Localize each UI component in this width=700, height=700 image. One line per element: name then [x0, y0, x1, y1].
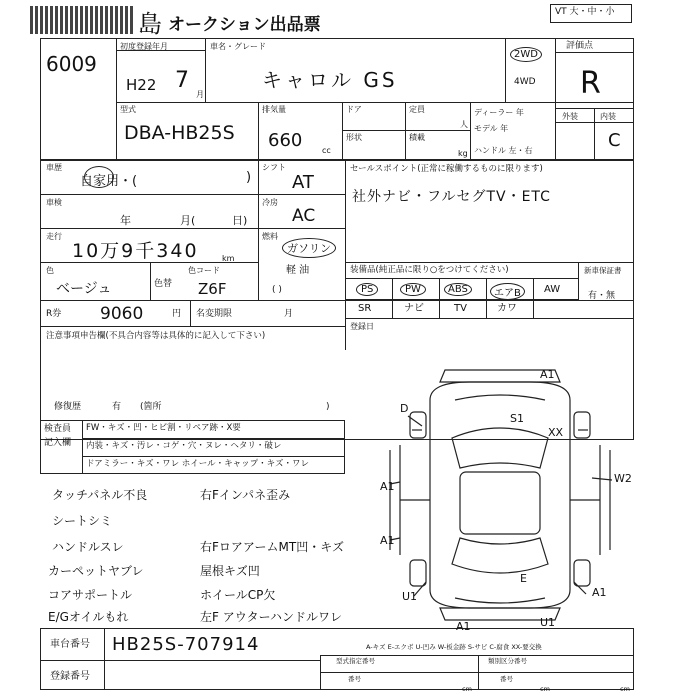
capacity-label: 定員: [409, 105, 425, 114]
mileage-label: 走行: [46, 232, 62, 241]
usage-label: 車歴: [46, 163, 62, 172]
damage-legend: A-キズ E-エクボ U-凹み W-板金跡 S-サビ C-腐食 XX-要交換: [366, 643, 542, 651]
mark-a1-right: A1: [592, 586, 607, 599]
sales-point-label: セールスポイント(正常に稼働するものに限ります): [350, 164, 543, 174]
mark-a1-left: A1: [380, 480, 395, 493]
registration-number-label: 登録番号: [50, 671, 90, 682]
model-value: DBA-HB25S: [124, 122, 235, 144]
car-name-value: キャロル GS: [262, 68, 398, 92]
note-right-4: ホイールCP欠: [200, 588, 276, 602]
footer-cm-3: cm: [620, 685, 630, 693]
note-right-2: 右FロアアームMT凹・キズ: [200, 540, 344, 554]
note-4: カーペットヤブレ: [48, 564, 144, 578]
note-3: ハンドルスレ: [52, 540, 124, 554]
footer-cm-2: cm: [540, 685, 550, 693]
fuel-value: ガソリン: [282, 238, 336, 258]
usage-close: ): [246, 170, 252, 185]
repair-place: (箇所: [140, 402, 162, 412]
mark-d-front: D: [400, 402, 409, 415]
footer-left-top: 型式指定番号: [336, 657, 375, 665]
footer-left-mid: 番号: [348, 675, 361, 683]
car-name-label: 車名・グレード: [210, 42, 266, 51]
model-label: 型式: [120, 105, 136, 114]
new-car-warranty-value: 有・無: [588, 291, 616, 301]
footer-cm-1: cm: [462, 685, 472, 693]
inspection-label: 車検: [46, 198, 62, 207]
chassis-label: 車台番号: [50, 639, 90, 650]
dealer-line2: モデル 年: [474, 124, 509, 133]
usage-circle: [84, 166, 114, 188]
inspector-row1: FW・キズ・凹・ヒビ割・リペア跡・X要: [86, 423, 241, 433]
evaluation-value: R: [580, 66, 601, 101]
dealer-line1: ディーラー 年: [474, 108, 524, 117]
mark-xx: XX: [548, 426, 564, 439]
interior-label: 内装: [600, 112, 616, 121]
capacity-unit: 人: [460, 120, 468, 129]
inspection-day: 日): [232, 214, 248, 227]
repair-label: 修復歴: [54, 402, 82, 412]
note-6: E/Gオイルもれ: [48, 610, 129, 624]
fuel-label: 燃料: [262, 232, 278, 241]
color-label: 色: [46, 266, 54, 275]
displacement-unit: cc: [322, 146, 331, 155]
displacement-label: 排気量: [262, 105, 286, 114]
color-change-label: 色替: [154, 279, 173, 289]
usage-value: 自家用・(: [80, 174, 138, 189]
first-registration-year: H22: [126, 76, 157, 94]
name-change-label: 名変期限: [196, 309, 233, 319]
mark-w2: W2: [614, 472, 632, 485]
notes-label: 注意事項申告欄(不具合内容等は具体的に記入して下さい): [46, 331, 266, 341]
equip-leather: カワ: [497, 303, 517, 314]
color-code: Z6F: [198, 280, 227, 298]
grade-scale: VT 大・中・小: [555, 7, 615, 17]
footer-right-mid: 番号: [500, 675, 513, 683]
note-right-3: 屋根キズ凹: [200, 564, 260, 578]
equipment-label: 装備品(純正品に限り○をつけてください): [350, 265, 509, 275]
inspector-label1: 検査員: [44, 424, 72, 434]
drive-2wd: 2WD: [510, 47, 542, 62]
registration-date-label: 登録日: [350, 322, 374, 331]
mark-a1-top: A1: [540, 368, 555, 381]
interior-value: C: [608, 130, 621, 151]
logo-text: 島: [138, 10, 163, 38]
mark-s1: S1: [510, 412, 524, 425]
door-label: ドア: [346, 105, 362, 114]
displacement-value: 660: [268, 130, 303, 151]
note-5: コアサポートル: [48, 588, 133, 602]
first-registration-month-unit: 月: [196, 90, 204, 99]
equip-aw: AW: [544, 284, 561, 295]
recycle-label: R券: [46, 309, 62, 319]
note-2: シートシミ: [52, 514, 113, 528]
note-right-1: 右Fインパネ歪み: [200, 488, 291, 502]
repair-value: 有: [112, 402, 122, 412]
note-right-5: 左F アウターハンドルワレ: [200, 610, 342, 624]
equip-ps: PS: [356, 283, 378, 296]
load-label: 積載: [409, 133, 425, 142]
mark-u1-bottom: U1: [540, 616, 556, 629]
name-change-month: 月: [284, 309, 294, 319]
form-title: オークション出品票: [168, 15, 321, 35]
color-code-label: 色コード: [188, 266, 220, 275]
dealer-line3: ハンドル 左・右: [474, 146, 533, 155]
shape-label: 形状: [346, 133, 362, 142]
equip-tv: TV: [454, 303, 467, 314]
logo-stamp: [30, 6, 134, 34]
inspector-row3: ドアミラー・キズ・ワレ ホイール・キャップ・キズ・ワレ: [86, 459, 309, 469]
mileage-value: 10万9千340: [72, 240, 199, 262]
recycle-unit: 円: [172, 309, 182, 319]
color-value: ベージュ: [56, 281, 112, 297]
inspector-row2: 内装・キズ・汚レ・コゲ・穴・ヌレ・ヘタリ・破レ: [86, 441, 282, 451]
fuel-alt: 軽 油: [286, 265, 310, 276]
mileage-unit: km: [222, 254, 235, 263]
load-unit: kg: [458, 149, 468, 158]
aircon-label: 冷房: [262, 198, 278, 207]
evaluation-label: 評価点: [566, 41, 594, 51]
shift-value: AT: [292, 172, 314, 193]
equip-airbag: エアB: [490, 283, 525, 300]
inspection-year: 年: [120, 214, 131, 227]
drive-4wd: 4WD: [514, 77, 536, 87]
chassis-value: HB25S-707914: [112, 634, 260, 655]
footer-right-top: 類別区分番号: [488, 657, 527, 665]
note-1: タッチパネル不良: [52, 488, 148, 502]
exterior-label: 外装: [562, 112, 578, 121]
equip-pw: PW: [400, 283, 426, 296]
mark-u1-left: U1: [402, 590, 418, 603]
equip-navi: ナビ: [404, 303, 424, 314]
recycle-value: 9060: [100, 304, 144, 324]
shift-label: シフト: [262, 163, 286, 172]
lot-number: 6009: [46, 52, 97, 76]
color-paren: ( ): [272, 285, 282, 295]
mark-e: E: [520, 572, 527, 585]
aircon-value: AC: [292, 206, 316, 226]
sales-point-value: 社外ナビ・フルセグTV・ETC: [352, 189, 551, 205]
new-car-warranty-label: 新車保証書: [584, 266, 622, 275]
inspection-month: 月(: [180, 214, 196, 227]
first-registration-label: 初度登録年月: [120, 42, 168, 51]
equip-sr: SR: [358, 303, 372, 314]
mark-a1-left2: A1: [380, 534, 395, 547]
equip-abs: ABS: [444, 283, 472, 296]
inspector-label2: 記入欄: [44, 438, 72, 448]
first-registration-month: 7: [175, 68, 189, 93]
repair-close: ): [326, 402, 330, 412]
mark-a1-bottom: A1: [456, 620, 471, 633]
